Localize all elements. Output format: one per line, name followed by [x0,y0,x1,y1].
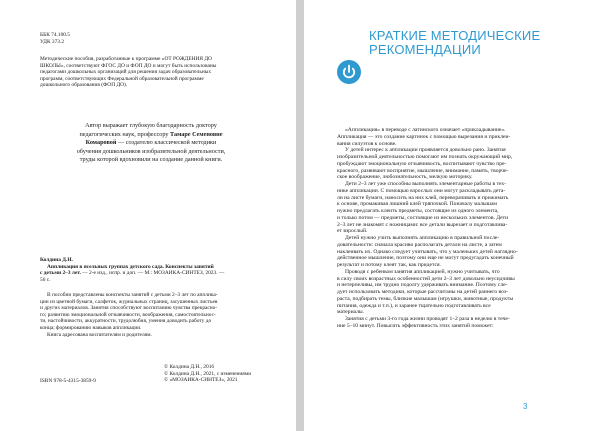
heading-line: РЕКОМЕНДАЦИИ [369,42,481,57]
right-page [304,0,600,431]
paragraph: У детей интерес к аппликации проявляется довольно рано. Занятия изобразительной деятельностью помогают им познать окружающий мир, пробуждают эмоциональную отзывчивость, воспитывают чувство пре- красного, развивают восприятие, мышление, внимание, память, творче- ское воображение, любознательность, мелкую моторику. [337,147,513,181]
power-icon [337,60,361,84]
left-page [0,0,296,431]
paragraph: Дети 2–3 лет уже способны выполнять элементарные работы в тех- нике аппликации. С помощью взрослых они могут раскладывать дета- ли на листе бумаги, наносить на них клей, переворачивать и прижимать к основе, промакивая лишний клей тряпочкой. Поначалу малышам нужно предлагать клеить предметы, состоящие из одного элемента, и только потом — предметы, состоящие из нескольких элементов. Дети 2–3 лет не знакомят с ножницами: все детали вырезает и подготавлива- ет взрослый. [337,181,509,235]
intro-line: педагогами дошкольных организаций для решения задач образовательных [40,69,212,76]
description-line: ции из цветной бумаги, салфеток, журнальных страниц, засушенных листьев [40,298,218,305]
udk-code: УДК 373.2 [40,39,65,45]
description-line: го; развитию эмоциональной отзывчивости, воображения, самостоятельнос- [40,311,216,318]
page-number: 3 [523,402,528,411]
acknowledgement [66,122,236,165]
book-gutter [296,0,304,431]
thanks-line: труды которой вдохновили на создание данной книги. [79,156,223,164]
honoree-surname: Комаровой [85,139,117,147]
catalog-pages: 56 с. [40,276,51,283]
thanks-line: педагогических наук, профессору Тамаре Семеновне [79,130,223,138]
honoree-name: Тамаре Семеновне [170,130,223,138]
section-heading [369,29,540,57]
copyright-line: © «МОЗАИКА-СИНТЕЗ», 2021 [164,377,238,384]
paragraph: Занятия с детьми 3-го года жизни проводят 1–2 раза в неделю в тече- ние 5–10 минут. Повысить эффективность этих занятий поможет: [337,316,510,329]
description-line: Книга адресована воспитателям и родителям. [47,331,152,338]
paragraph: «Аппликация» в переводе с латинского означает «прикладывание». Аппликация — это создание картинок с помощью вырезания и приклеи- вания силуэтов к основе. [337,127,511,147]
intro-line: ШКОЛЫ», соответствуют ФГОС ДО и ФОП ДО и могут быть использованы [40,62,217,69]
description-line: и других материалов. Занятия способствуют воспитанию чувства прекрасно- [40,305,218,312]
copyright-line: © Колдина Д.Н., 2016 [164,364,215,370]
catalog-title-line: Аппликация в ясельных группах детского сада. Конспекты занятий [47,263,214,270]
thanks-line: обучения дошкольников изобразительной деятельности, [76,147,226,155]
body-text [337,127,518,330]
isbn: ISBN 978-5-4315-3859-9 [40,378,96,384]
paragraph: Детей нужно учить выполнять аппликацию в правильной после- довательности: сначала красиво располагать детали на листе, а затем наклеивать их. Однако следует учитывать, что у маленьких детей наглядно- действенное мышление, поэтому они еще не могут предугадать конечный результат и потому клеят так, как придется. [337,235,518,268]
paragraph: Проводя с ребенком занятия аппликацией, нужно учитывать, что в силу своих возрастных особенностей дети 2–3 лет довольно неусидчивы и нетерпеливы, им трудно подолгу удерживать внимание. Поэтому сле- дует использовать методики, которые рассчитаны на детей раннего воз- раста, подбирать темы, близкие малышам (игрушки, животные, продукты питания, одежда и т.п.), и заранее тщательно подготавливать все материалы. [337,268,515,316]
intro-text [40,56,216,89]
copyright-block [164,364,251,384]
heading-line: КРАТКИЕ МЕТОДИЧЕСКИЕ [369,28,541,43]
description-line: конца; формированию навыков аппликации. [40,324,142,331]
catalog-title-line: с детьми 2–3 лет. — 2-е изд., испр. и доп. — М.: МОЗАИКА-СИНТЕЗ, 2023. — [40,270,225,277]
catalog-entry [40,257,224,283]
intro-line: Методические пособия, разработанные к программе «ОТ РОЖДЕНИЯ ДО [40,56,212,62]
intro-line: программ, соответствующих Федеральной образовательной программе [40,75,204,82]
copyright-line: © Колдина Д.Н., 2021, с изменениями [164,370,252,377]
intro-line: дошкольного образования (ФОП ДО). [40,82,128,89]
thanks-line: Комаровой — создателю классической методики [85,139,217,147]
description-line: ти, настойчивости, аккуратности, трудолюбия, умения доводить работу до [40,318,212,325]
thanks-line: Автор выражает глубокую благодарность доктору [85,122,217,129]
bbk-code: ББК 74.100.5 [40,32,71,38]
description-line: В пособии представлены конспекты занятий с детьми 2–3 лет по апплика- [47,292,218,298]
catalog-author: Колдина Д.Н. [40,257,73,263]
book-description [40,292,218,338]
